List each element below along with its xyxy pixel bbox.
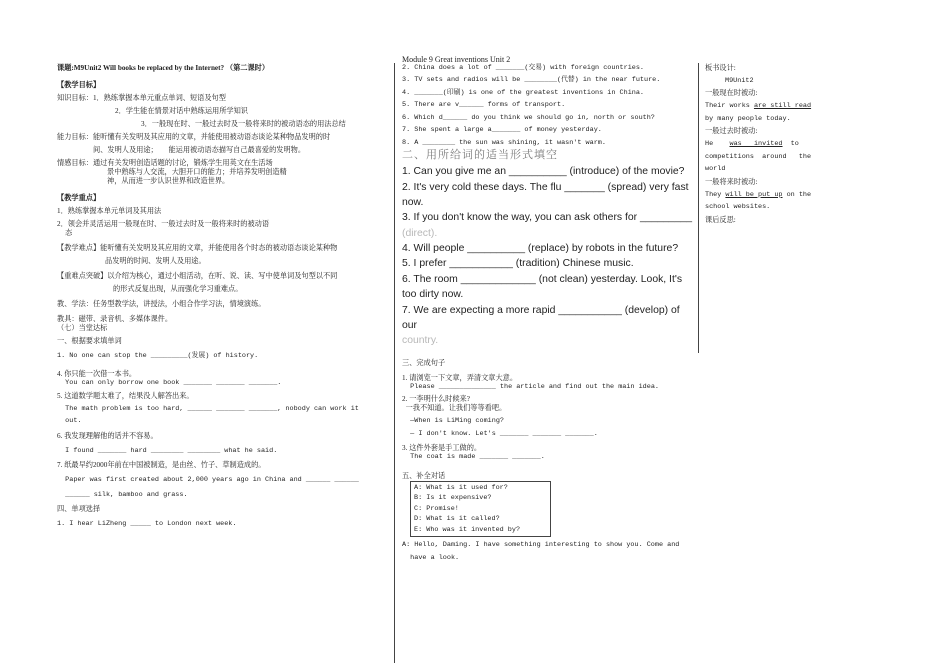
section-2-heading: 二、用所给词的适当形式填空 <box>402 148 558 162</box>
fill-blank-2: 2. It's very cold these days. The flu _______ (spread) very fast now. <box>402 181 692 208</box>
option-d: D: What is it called? <box>414 515 500 524</box>
future-pre: They <box>705 190 726 199</box>
option-c: C: Promise! <box>414 504 459 513</box>
past-post-1: to <box>782 140 799 149</box>
complete-2-en-1: —When is LiMing coming? <box>402 417 504 426</box>
section-7: （七）当堂达标 <box>57 324 108 332</box>
ability-goal-2: 间、发明人及用途； 能运用被动语态描写自己最喜爱的发明物。 <box>93 146 306 154</box>
complete-3-cn: 3. 这件外套是手工做的。 <box>402 444 482 453</box>
past-label: 一般过去时被动: <box>705 127 758 136</box>
goals-heading: 【教学目标】 <box>57 81 101 89</box>
fill-blank-3a: 3. If you don't know the way, you can ask others for _________ <box>402 212 693 224</box>
word-item-4: 4. _______(印刷) is one of the greatest inventions in China. <box>402 88 645 97</box>
complete-1-en: Please ______________ the article and find out the main idea. <box>402 382 659 391</box>
header-title: Module 9 Great inventions Unit 2 <box>402 55 511 64</box>
difficulty-1: 【教学难点】能听懂有关发明及其应用的文章，并能使用各个时态的被动语态谈论某种物 <box>57 244 338 252</box>
word-item-2: 2. China does a lot of _______(交易) with foreign countries. <box>402 64 645 72</box>
lesson-title: 课题:M9Unit2 Will books be replaced by the Internet? （第二课时） <box>57 64 270 72</box>
complete-2-cn: 2. 一李明什么时候来? <box>402 395 470 404</box>
fill-blank-6: 6. The room _____________ (not clean) yesterday. Look, It's too dirty now. <box>402 273 685 301</box>
breakthrough-1: 【重难点突破】以介绍为核心，通过小组活动，在听、说、读、写中使单词及句型以不同 <box>57 272 338 280</box>
word-item-3: 3. TV sets and radios will be ________(代替) in the near future. <box>402 76 661 85</box>
present-underlined: are still read <box>753 102 812 111</box>
word-item-8: 8. A ________ the sun was shining, it wasn't warm. <box>402 138 606 147</box>
dialog-line-2: have a look. <box>402 553 460 562</box>
section-3-heading: 三、完成句子 <box>402 358 446 367</box>
fill-blank-5: 5. I prefer ___________ (tradition) Chinese music. <box>402 258 634 270</box>
key-point-1: 1．熟练掌握本单元单词及其用法 <box>57 207 162 215</box>
option-e: E: Who was it invented by? <box>414 525 521 534</box>
word-item-5: 5. There are v______ forms of transport. <box>402 101 566 110</box>
complete-1-cn: 1. 请浏览一下文章，弄清文章大意。 <box>402 373 518 382</box>
board-unit: M9Unit2 <box>725 77 754 85</box>
future-example <box>705 191 817 199</box>
tools: 教具：磁带、录音机、多媒体课件。 <box>57 315 173 323</box>
question-4-en: You can only borrow one book _______ _______ _______. <box>57 379 282 388</box>
fill-blank-1: 1. Can you give me an __________ (introduce) of the movie? <box>402 166 685 178</box>
past-underlined: was invited <box>729 140 783 149</box>
future-post-1: on the <box>782 190 812 199</box>
past-post-3: world <box>705 165 726 174</box>
fill-blank-block <box>402 164 694 349</box>
key-point-2: 2．领会并灵活运用一般现在时、一般过去时及一般将来时的被动语 <box>57 220 270 228</box>
question-7-en-1: Paper was first created about 2,000 years ago in China and ______ ______ <box>57 476 359 485</box>
emotion-goal-1: 情感目标：通过有关发明创造话题的讨论，锻炼学生用英文在生活场 <box>57 159 273 167</box>
option-a: A: What is it used for? <box>414 483 508 492</box>
option-b: B: Is it expensive? <box>414 494 492 503</box>
question-6-cn: 6. 我发现理解他的话并不容易。 <box>57 431 158 440</box>
question-6-en: I found _______ hard ________ ________ what he said. <box>57 446 278 455</box>
section-5-heading: 五、补全对话 <box>402 471 446 480</box>
complete-2-en-2: — I don't know. Let's _______ _______ _______. <box>402 429 598 438</box>
reflection-label: 课后反思: <box>705 215 736 224</box>
key-heading: 【教学重点】 <box>57 194 101 202</box>
board-heading: 板书设计: <box>705 64 736 72</box>
word-item-7: 7. She spent a large a_______ of money yesterday. <box>402 126 602 135</box>
knowledge-goal-2: 2．学生能在情景对话中熟练运用所学知识 <box>115 107 248 115</box>
future-post-2: school websites. <box>705 203 771 212</box>
fill-blank-7a: 7. We are expecting a more rapid ___________ (develop) of our <box>402 304 683 332</box>
section-4-question-1: 1. I hear LiZheng _____ to London next week. <box>57 520 237 529</box>
section-1-heading: 一、根据要求填单词 <box>57 337 122 345</box>
knowledge-goal-1: 知识目标：1．熟练掌握本单元重点单词、短语及句型 <box>57 94 226 102</box>
question-5-cn: 5. 这道数学题太难了，结果没人解答出来。 <box>57 391 194 400</box>
word-item-6: 6. Which d______ do you think we should go in, north or south? <box>402 113 655 122</box>
fill-blank-3b: (direct). <box>402 227 438 239</box>
dialog-line-1: A: Hello, Daming. I have something interesting to show you. Come and <box>402 541 680 550</box>
question-7-cn: 7. 纸最早约2000年前在中国被制造，是由丝、竹子、草制造成的。 <box>57 461 266 470</box>
question-5-en-1: The math problem is too hard, ______ _______ _______, nobody can work it <box>57 404 359 413</box>
present-label: 一般现在时被动: <box>705 89 758 98</box>
knowledge-goal-3: 3．一般现在时、一般过去时及一般将来时的被动语态的用法总结 <box>141 120 346 128</box>
middle-column <box>402 64 694 562</box>
complete-2-cn-2: 一我不知道。让我们等等看吧。 <box>402 404 507 413</box>
present-example <box>705 102 817 110</box>
dialog-options-box <box>410 481 551 538</box>
past-example <box>705 140 817 148</box>
question-7-en-2: ______ silk, bamboo and grass. <box>57 490 188 499</box>
right-column <box>705 64 817 225</box>
left-column <box>57 64 385 529</box>
difficulty-2: 品发明的时间、发明人及用途。 <box>105 257 206 265</box>
emotion-goal-2: 景中熟练与人交流，大胆开口的能力；并培养发明创造精 <box>107 168 287 176</box>
future-label: 一般将来时被动: <box>705 177 758 186</box>
emotion-goal-3: 神，从而进一步认识世界和改造世界。 <box>107 177 230 185</box>
question-1: 1. No one can stop the _________(发展) of history. <box>57 352 259 360</box>
question-5-en-2: out. <box>57 417 82 426</box>
present-post: by many people today. <box>705 114 791 123</box>
present-pre: Their works <box>705 102 754 111</box>
ability-goal-1: 能力目标：能听懂有关发明及其应用的文章，并能使用被动语态谈论某种物品发明的时 <box>57 133 331 141</box>
future-underlined: will be put up <box>725 190 783 199</box>
breakthrough-2: 的形式反复出现，从而强化学习重难点。 <box>113 285 243 293</box>
section-4-heading: 四、单项选择 <box>57 505 101 514</box>
key-point-2b: 态 <box>65 229 73 237</box>
complete-3-en: The coat is made _______ _______. <box>402 453 545 462</box>
past-pre: He <box>705 140 730 149</box>
column-divider-right <box>698 63 699 353</box>
methods: 教、学法：任务型教学法，讲授法，小组合作学习法，情境演练。 <box>57 300 266 308</box>
past-post-2: competitions around the <box>705 152 812 161</box>
fill-blank-4: 4. Will people __________ (replace) by robots in the future? <box>402 243 679 255</box>
question-4-cn: 4. 你只能一次借一本书。 <box>57 370 137 379</box>
fill-blank-7b: country. <box>402 335 439 347</box>
column-divider-left <box>394 63 395 663</box>
